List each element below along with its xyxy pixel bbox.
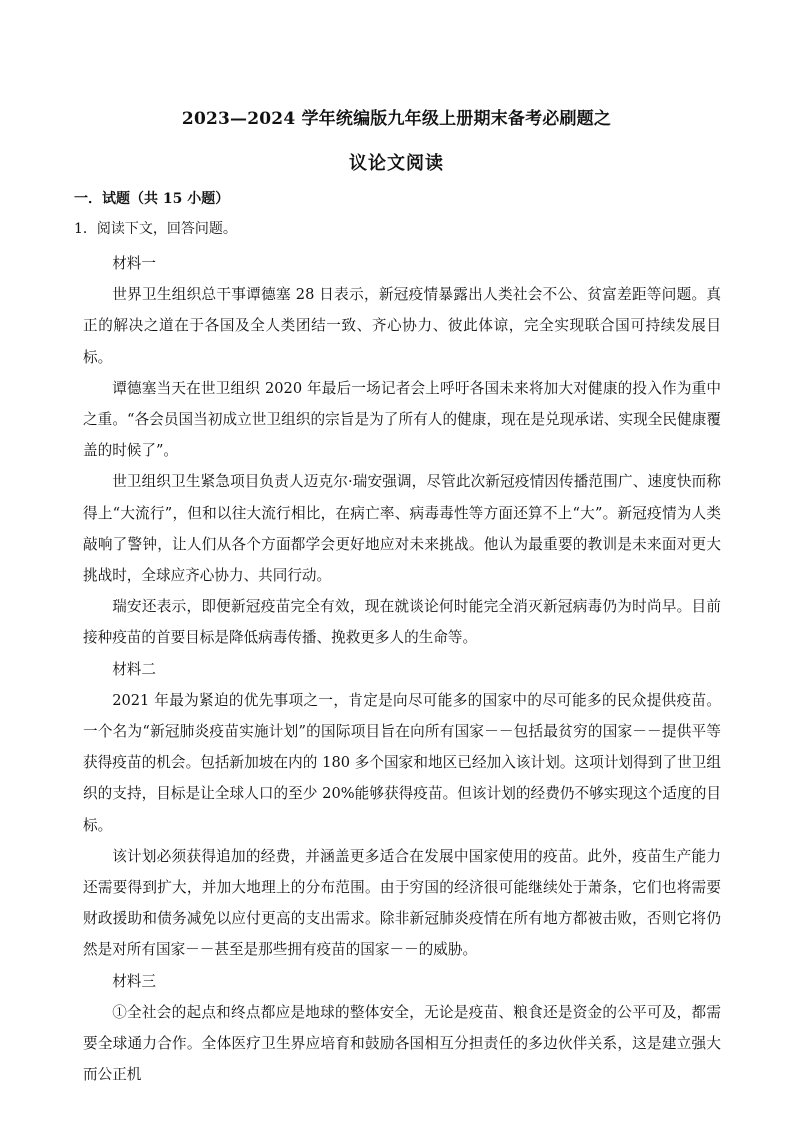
- material-heading: 材料一: [112, 255, 156, 272]
- question-prompt: 1．阅读下文，回答问题。: [74, 221, 237, 237]
- paragraph: 该计划必须获得追加的经费，并涵盖更多适合在发展中国家使用的疫苗。此外，疫苗生产能力还需要得到扩大，并加大地理上的分布范围。由于穷国的经济很可能继续处于萧条，它们也将需要财政援助和债务减免以应付更高的支出需求。除非新冠肺炎疫情在所有地方都被击败，否则它将仍然是对所有国家－－甚至是那些拥有疫苗的国家－－的威胁。: [83, 847, 721, 959]
- paragraph: 2021 年最为紧迫的优先事项之一，肯定是向尽可能多的国家中的尽可能多的民众提供疫苗。一个名为“新冠肺炎疫苗实施计划”的国际项目旨在向所有国家－－包括最贫穷的国家－－提供平等获得疫苗的机会。包括新加坡在内的 180 多个国家和地区已经加入该计划。这项计划得到了世卫组织的支持，目标是让全球人口的至少 20%能够获得疫苗。但该计划的经费仍不够实现这个适度的目标。: [83, 691, 721, 834]
- document-title: 2023—2024 学年统编版九年级上册期末备考必刷题之: [181, 109, 612, 129]
- paragraph: 世界卫生组织总干事谭德塞 28 日表示，新冠疫情暴露出人类社会不公、贫富差距等问题。真正的解决之道在于各国及全人类团结一致、齐心协力、彼此体谅，完全实现联合国可持续发展目标。: [83, 286, 721, 366]
- paragraph: 世卫组织卫生紧急项目负责人迈克尔·瑞安强调，尽管此次新冠疫情因传播范围广、速度快而称得上“大流行”，但和以往大流行相比，在病亡率、病毒毒性等方面还算不上“大”。新冠疫情为人类敲响了警钟，让人们从各个方面都学会更好地应对未来挑战。他认为最重要的教训是未来面对更大挑战时，全球应齐心协力、共同行动。: [83, 473, 721, 585]
- material-heading: 材料三: [112, 972, 156, 990]
- material-heading: 材料二: [112, 660, 156, 678]
- section-heading: 一．试题（共 15 小题）: [74, 191, 230, 207]
- paragraph: 谭德塞当天在世卫组织 2020 年最后一场记者会上呼吁各国未来将加大对健康的投入作为重中之重。“各会员国当初成立世卫组织的宗旨是为了所有人的健康，现在是兑现承诺、实现全民健康覆盖的时候了”。: [83, 379, 721, 460]
- paragraph: ①全社会的起点和终点都应是地球的整体安全，无论是疫苗、粮食还是资金的公平可及，都需要全球通力合作。全体医疗卫生界应培育和鼓励各国相互分担责任的多边伙伴关系，这是建立强大而公正机: [83, 1003, 721, 1084]
- article-body: [83, 248, 721, 1090]
- paragraph: 瑞安还表示，即便新冠疫苗完全有效，现在就谈论何时能完全消灭新冠病毒仍为时尚早。目前接种疫苗的首要目标是降低病毒传播、挽救更多人的生命等。: [83, 598, 721, 647]
- document-subtitle: 议论文阅读: [349, 153, 444, 174]
